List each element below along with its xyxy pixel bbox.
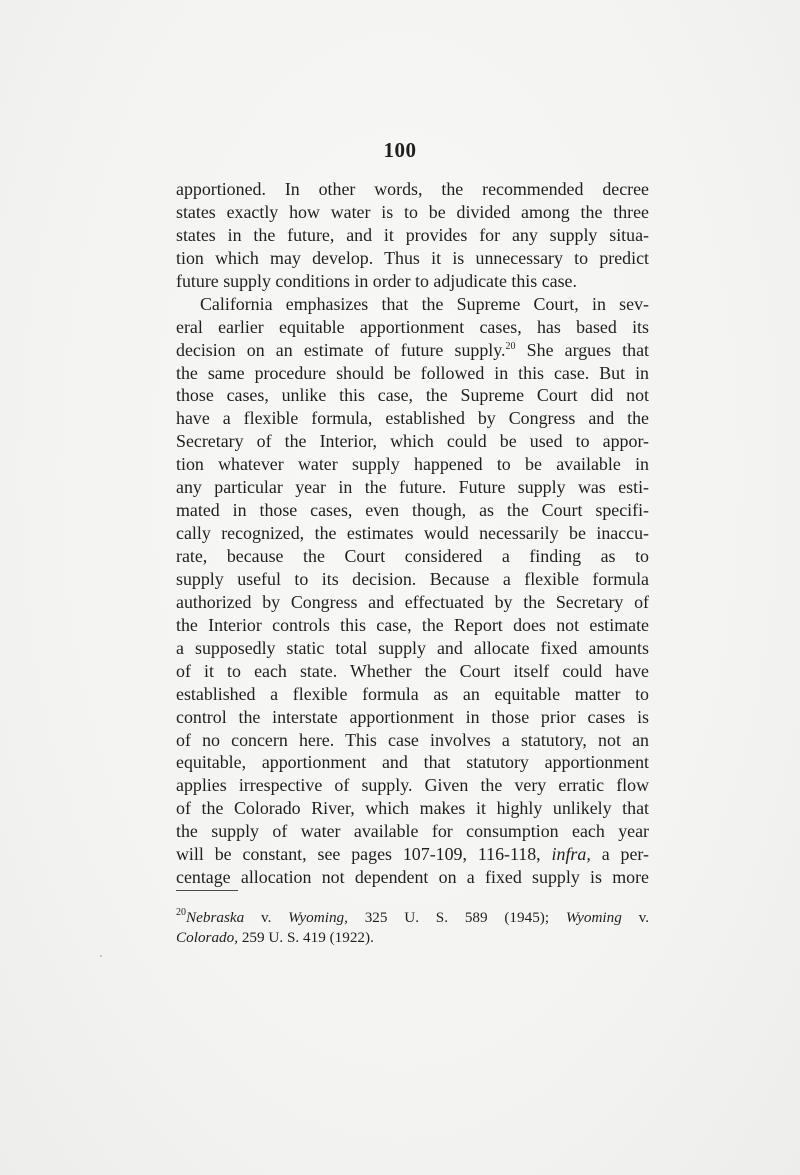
text-run: 259 U. S. 419 (1922). xyxy=(238,929,374,946)
text-run: applies irrespective of supply. Given the very erratic flow xyxy=(176,775,649,796)
text-line xyxy=(176,820,649,843)
text-line xyxy=(176,614,649,637)
text-line xyxy=(176,591,649,614)
footnote-line xyxy=(176,928,649,948)
text-line xyxy=(176,316,649,339)
text-run: tion which may develop. Thus it is unnecessary to predict xyxy=(176,247,649,268)
text-line xyxy=(176,430,649,453)
text-run: any particular year in the future. Future supply was esti- xyxy=(176,477,649,498)
text-run: states in the future, and it provides for any supply situa- xyxy=(176,224,649,245)
text-run: those cases, unlike this case, the Supreme Court did not xyxy=(176,385,649,406)
text-line xyxy=(176,453,649,476)
text-run: 325 U. S. 589 (1945); xyxy=(347,909,566,926)
text-line xyxy=(176,866,649,889)
text-run: control the interstate apportionment in those prior cases is xyxy=(176,706,649,727)
text-run: the Interior controls this case, the Report does not estimate xyxy=(176,614,649,635)
text-line xyxy=(176,729,649,752)
text-run: California emphasizes that the Supreme Court, in sev- xyxy=(200,293,649,314)
text-line xyxy=(176,270,649,293)
text-run: of the Colorado River, which makes it highly unlikely that xyxy=(176,798,649,819)
text-line xyxy=(176,384,649,407)
text-run: v. xyxy=(244,909,289,926)
footnote-reference: 20 xyxy=(176,907,186,918)
text-line xyxy=(176,407,649,430)
footnote-reference: 20 xyxy=(505,340,516,352)
text-run: v. xyxy=(621,909,650,926)
text-run: authorized by Congress and effectuated by the Secretary of xyxy=(176,591,649,612)
text-line xyxy=(176,706,649,729)
italic-text: Nebraska xyxy=(186,909,245,926)
text-line xyxy=(176,751,649,774)
text-run: She argues that xyxy=(515,339,649,360)
text-run: cally recognized, the estimates would necessarily be inaccu- xyxy=(176,523,649,544)
text-run: have a flexible formula, established by Congress and the xyxy=(176,408,649,429)
text-run: rate, because the Court considered a finding as to xyxy=(176,546,649,566)
text-run: equitable, apportionment and that statutory apportionment xyxy=(176,752,649,773)
text-run: eral earlier equitable apportionment cases, has based its xyxy=(176,316,649,337)
text-line xyxy=(176,247,649,270)
italic-text: Colorado, xyxy=(176,929,239,946)
italic-text: Wyoming, xyxy=(288,909,348,926)
text-run: a per- xyxy=(590,844,649,865)
text-run: of it to each state. Whether the Court itself could have xyxy=(176,660,649,681)
text-line xyxy=(176,293,649,316)
text-line xyxy=(176,362,649,385)
text-run: centage allocation not dependent on a fixed supply is more xyxy=(176,867,649,888)
text-run: the supply of water available for consumption each year xyxy=(176,821,649,842)
text-run: apportioned. In other words, the recommended decree xyxy=(176,179,649,199)
text-line xyxy=(176,843,649,866)
text-run: established a flexible formula as an equitable matter to xyxy=(176,683,649,704)
text-line xyxy=(176,178,649,201)
text-run: supply useful to its decision. Because a flexible formula xyxy=(176,568,649,589)
text-line xyxy=(176,201,649,224)
text-line xyxy=(176,545,649,568)
text-run: tion whatever water supply happened to be available in xyxy=(176,454,649,475)
body-text xyxy=(176,178,649,889)
text-line xyxy=(176,660,649,683)
text-line xyxy=(176,568,649,591)
text-line xyxy=(176,339,649,362)
italic-text: Wyoming xyxy=(565,909,622,926)
text-line xyxy=(176,476,649,499)
text-run: of no concern here. This case involves a statutory, not an xyxy=(176,729,649,750)
text-line xyxy=(176,774,649,797)
text-run: Secretary of the Interior, which could be used to appor- xyxy=(176,431,649,452)
text-run: mated in those cases, even though, as the Court specifi- xyxy=(176,500,649,521)
text-run: will be constant, see pages 107-109, 116-118, xyxy=(176,844,552,865)
text-run: future supply conditions in order to adjudicate this case. xyxy=(176,270,577,291)
footnote-line xyxy=(176,908,649,928)
text-run: decision on an estimate of future supply. xyxy=(176,339,506,360)
text-run: states exactly how water is to be divided among the three xyxy=(176,201,649,222)
text-line xyxy=(176,797,649,820)
text-run: the same procedure should be followed in this case. But in xyxy=(176,362,649,383)
text-line xyxy=(176,683,649,706)
footnote xyxy=(176,908,649,948)
text-line xyxy=(176,637,649,660)
text-line xyxy=(176,224,649,247)
text-line xyxy=(176,499,649,522)
page-number: 100 xyxy=(383,138,417,162)
text-line xyxy=(176,522,649,545)
text-run: a supposedly static total supply and allocate fixed amounts xyxy=(176,637,649,658)
page-speck xyxy=(100,955,102,957)
footnote-divider xyxy=(176,890,238,891)
italic-text: infra, xyxy=(551,844,591,865)
